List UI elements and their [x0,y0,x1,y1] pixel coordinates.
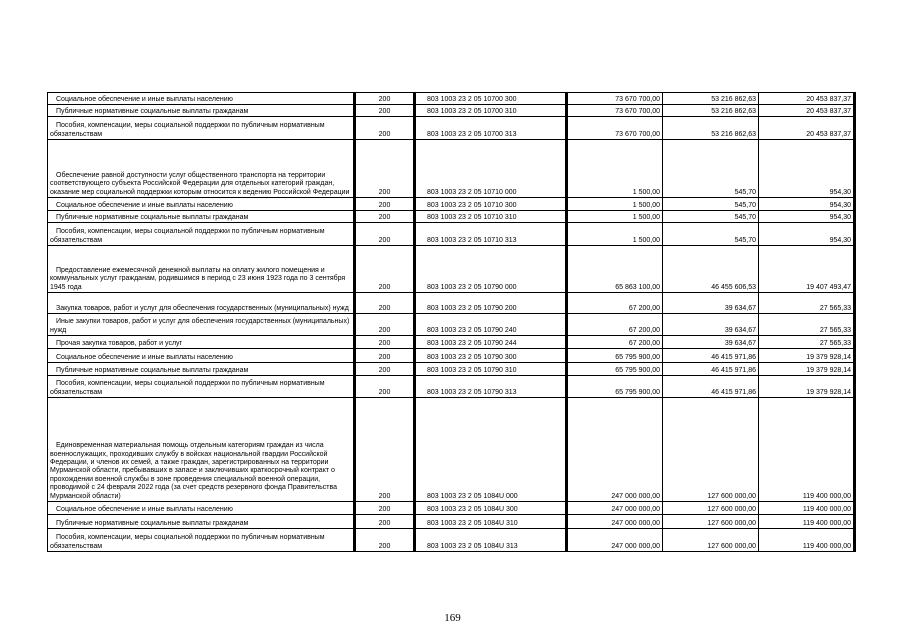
row-kbk: 803 1003 23 2 05 1084U 313 [415,529,567,552]
table-row [48,349,855,363]
row-kbk: 803 1003 23 2 05 10700 313 [415,117,567,140]
row-name: Пособия, компенсации, меры социальной поддержки по публичным нормативным обязательствам [48,223,355,246]
row-plan: 247 000 000,00 [567,515,663,529]
row-kbk: 803 1003 23 2 05 10700 300 [415,93,567,105]
row-name: Прочая закупка товаров, работ и услуг [48,336,355,349]
row-code: 200 [355,515,415,529]
page-number: 169 [444,612,461,624]
table-row [48,502,855,515]
row-rest: 27 565,33 [759,314,855,336]
table-row [48,117,855,140]
row-rest: 119 400 000,00 [759,529,855,552]
row-code: 200 [355,336,415,349]
row-plan: 247 000 000,00 [567,398,663,502]
row-name: Закупка товаров, работ и услуг для обеспечения государственных (муниципальных) нужд [48,293,355,314]
row-code: 200 [355,398,415,502]
row-plan: 1 500,00 [567,140,663,198]
row-rest: 27 565,33 [759,336,855,349]
row-rest: 954,30 [759,140,855,198]
row-name: Пособия, компенсации, меры социальной поддержки по публичным нормативным обязательствам [48,529,355,552]
row-kbk: 803 1003 23 2 05 10790 240 [415,314,567,336]
row-rest: 19 407 493,47 [759,246,855,293]
row-done: 127 600 000,00 [663,398,759,502]
row-code: 200 [355,211,415,223]
table-row [48,223,855,246]
row-code: 200 [355,293,415,314]
row-code: 200 [355,105,415,117]
row-rest: 954,30 [759,198,855,211]
row-name: Обеспечение равной доступности услуг общественного транспорта на территории соответствующего субъекта Российской Федерации для отдельных категорий граждан, оказание мер социальной поддержки которым относится к ведению Российской Федерации [48,140,355,198]
row-code: 200 [355,117,415,140]
table-row [48,529,855,552]
row-name: Социальное обеспечение и иные выплаты населению [48,198,355,211]
row-done: 53 216 862,63 [663,117,759,140]
row-name: Пособия, компенсации, меры социальной поддержки по публичным нормативным обязательствам [48,376,355,398]
row-kbk: 803 1003 23 2 05 10790 244 [415,336,567,349]
table-row [48,105,855,117]
row-kbk: 803 1003 23 2 05 10790 310 [415,363,567,376]
row-plan: 247 000 000,00 [567,502,663,515]
row-kbk: 803 1003 23 2 05 10710 000 [415,140,567,198]
row-plan: 65 795 900,00 [567,363,663,376]
table-row [48,93,855,105]
row-plan: 65 795 900,00 [567,349,663,363]
row-plan: 67 200,00 [567,336,663,349]
row-rest: 20 453 837,37 [759,93,855,105]
row-kbk: 803 1003 23 2 05 10790 300 [415,349,567,363]
row-name: Предоставление ежемесячной денежной выплаты на оплату жилого помещения и коммунальных услуг гражданам, родившимся в период с 23 июня 1923 года по 3 сентября 1945 года [48,246,355,293]
row-rest: 119 400 000,00 [759,398,855,502]
row-done: 127 600 000,00 [663,529,759,552]
row-done: 545,70 [663,140,759,198]
row-kbk: 803 1003 23 2 05 1084U 310 [415,515,567,529]
row-done: 46 415 971,86 [663,363,759,376]
row-rest: 19 379 928,14 [759,349,855,363]
row-code: 200 [355,376,415,398]
row-done: 46 415 971,86 [663,349,759,363]
row-plan: 73 670 700,00 [567,105,663,117]
row-done: 39 634,67 [663,293,759,314]
table-row [48,515,855,529]
row-code: 200 [355,502,415,515]
row-rest: 954,30 [759,211,855,223]
table-row [48,314,855,336]
row-name: Публичные нормативные социальные выплаты гражданам [48,105,355,117]
row-name: Пособия, компенсации, меры социальной поддержки по публичным нормативным обязательствам [48,117,355,140]
row-name: Публичные нормативные социальные выплаты гражданам [48,211,355,223]
row-done: 39 634,67 [663,336,759,349]
table-row [48,246,855,293]
row-kbk: 803 1003 23 2 05 10790 313 [415,376,567,398]
table-row [48,363,855,376]
row-plan: 1 500,00 [567,198,663,211]
table-row [48,336,855,349]
row-name: Публичные нормативные социальные выплаты гражданам [48,515,355,529]
row-plan: 67 200,00 [567,314,663,336]
row-done: 127 600 000,00 [663,502,759,515]
row-code: 200 [355,223,415,246]
row-done: 46 455 606,53 [663,246,759,293]
row-kbk: 803 1003 23 2 05 10790 000 [415,246,567,293]
row-code: 200 [355,198,415,211]
row-done: 53 216 862,63 [663,93,759,105]
row-rest: 119 400 000,00 [759,502,855,515]
row-done: 53 216 862,63 [663,105,759,117]
row-code: 200 [355,314,415,336]
row-name: Иные закупки товаров, работ и услуг для обеспечения государственных (муниципальных) нужд [48,314,355,336]
row-code: 200 [355,93,415,105]
row-done: 545,70 [663,211,759,223]
row-name: Социальное обеспечение и иные выплаты населению [48,93,355,105]
table-row [48,293,855,314]
row-kbk: 803 1003 23 2 05 10710 310 [415,211,567,223]
table-row [48,211,855,223]
row-kbk: 803 1003 23 2 05 1084U 000 [415,398,567,502]
row-kbk: 803 1003 23 2 05 10700 310 [415,105,567,117]
row-name: Социальное обеспечение и иные выплаты населению [48,502,355,515]
row-plan: 1 500,00 [567,223,663,246]
row-done: 545,70 [663,198,759,211]
row-plan: 65 795 900,00 [567,376,663,398]
table-row [48,140,855,198]
table-row [48,376,855,398]
row-done: 545,70 [663,223,759,246]
row-kbk: 803 1003 23 2 05 10710 313 [415,223,567,246]
row-done: 46 415 971,86 [663,376,759,398]
row-plan: 73 670 700,00 [567,117,663,140]
row-rest: 27 565,33 [759,293,855,314]
row-kbk: 803 1003 23 2 05 10710 300 [415,198,567,211]
row-code: 200 [355,140,415,198]
row-rest: 20 453 837,37 [759,105,855,117]
table-row [48,398,855,502]
row-code: 200 [355,529,415,552]
row-name: Публичные нормативные социальные выплаты гражданам [48,363,355,376]
row-kbk: 803 1003 23 2 05 10790 200 [415,293,567,314]
row-done: 39 634,67 [663,314,759,336]
row-rest: 954,30 [759,223,855,246]
row-plan: 73 670 700,00 [567,93,663,105]
row-code: 200 [355,349,415,363]
row-done: 127 600 000,00 [663,515,759,529]
row-rest: 20 453 837,37 [759,117,855,140]
row-plan: 67 200,00 [567,293,663,314]
row-code: 200 [355,246,415,293]
row-rest: 19 379 928,14 [759,363,855,376]
row-plan: 1 500,00 [567,211,663,223]
row-kbk: 803 1003 23 2 05 1084U 300 [415,502,567,515]
table-row [48,198,855,211]
row-plan: 65 863 100,00 [567,246,663,293]
row-rest: 19 379 928,14 [759,376,855,398]
row-code: 200 [355,363,415,376]
row-plan: 247 000 000,00 [567,529,663,552]
row-name: Единовременная материальная помощь отдельным категориям граждан из числа военнослужащих, проходивших службу в войсках национальной гвардии Российской Федерации, и членов их семей, а также граждан, зарегистрированных на территории Мурманской области, пребывавших в запасе и заключивших краткосрочный контракт о прохождении военной службы в зоне проведения специальной военной операции, проводимой с 24 февраля 2022 года (за счет средств резервного фонда Правительства Мурманской области) [48,398,355,502]
budget-table [47,92,856,552]
row-rest: 119 400 000,00 [759,515,855,529]
row-name: Социальное обеспечение и иные выплаты населению [48,349,355,363]
